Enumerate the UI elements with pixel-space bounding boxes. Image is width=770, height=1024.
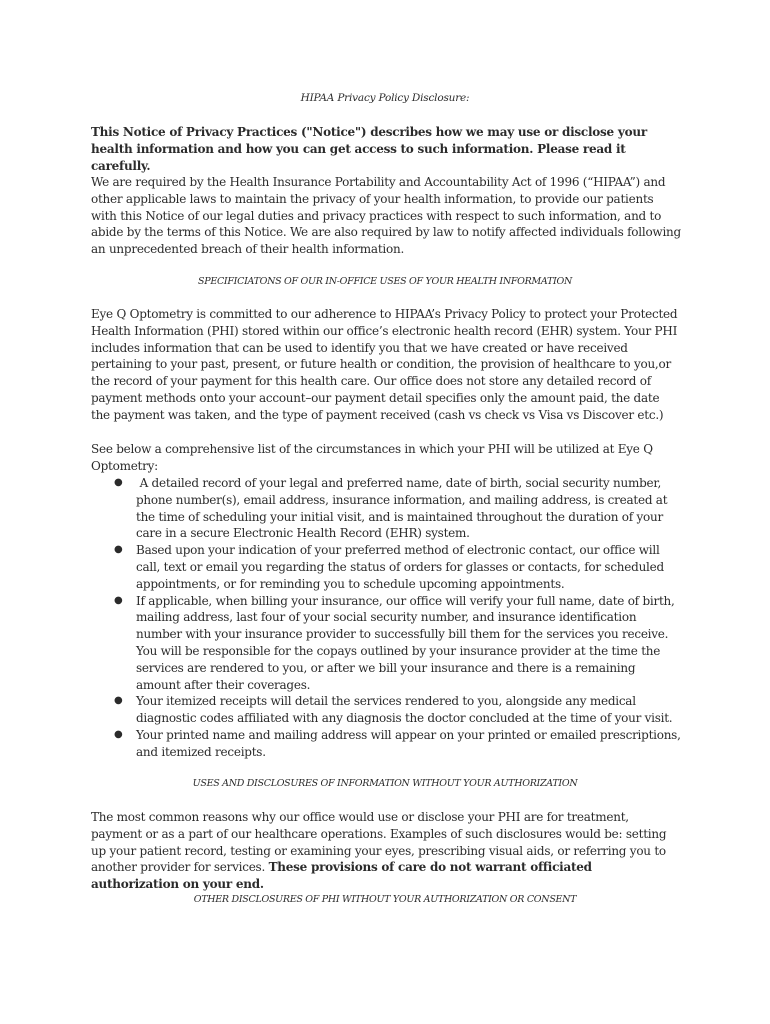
commitment-paragraph: Eye Q Optometry is committed to our adherence to HIPAA’s Privacy Policy to protect your Protected Health Information (PHI) stored within our office’s electronic health record (EHR) system. Your PHI includes information that can be used to identify you that we have created or have received pertaining to your past, present, or future health or condition, the provision of healthcare to you,or the record of your payment for this health care. Our office does not store any detailed record of payment methods onto your account–our payment detail specifies only the amount paid, the date the payment was taken, and the type of payment received (cash vs check vs Visa vs Discover etc.) <box>91 307 678 422</box>
list-item <box>114 475 681 542</box>
phi-usage-list <box>114 475 681 761</box>
common-reasons-bold-text: These provisions of care do not warrant officiated authorization on your end. <box>91 860 592 892</box>
bullet-icon: ● <box>114 544 123 556</box>
list-item-text: A detailed record of your legal and preferred name, date of birth, social security number, phone number(s), email address, insurance information, and mailing address, is created at the time of scheduling your initial visit, and is maintained throughout the duration of your care in a secure Electronic Health Record (EHR) system. <box>136 476 671 541</box>
intro-paragraph: This Notice of Privacy Practices ("Notice") describes how we may use or disclose your health information and how you can get access to such information. Please read it carefully. <box>91 125 647 173</box>
bullet-icon: ● <box>114 728 123 740</box>
common-reasons-paragraph <box>91 809 681 893</box>
hipaa-requirement-paragraph: We are required by the Health Insurance Portability and Accountability Act of 1996 (“HIPAA”) and other applicable laws to maintain the privacy of your health information, to provide our patients with this Notice of our legal duties and privacy practices with respect to such information, and to abide by the terms of this Notice. We are also required by law to notify affected individuals following an unprecedented breach of their health information. <box>91 175 681 257</box>
list-intro-paragraph: See below a comprehensive list of the circumstances in which your PHI will be utilized at Eye Q Optometry: <box>91 442 653 473</box>
list-item <box>114 727 681 761</box>
list-item-text: Your itemized receipts will detail the services rendered to you, alongside any medical diagnostic codes affiliated with any diagnosis the doctor concluded at the time of your visit. <box>136 694 673 726</box>
list-item <box>114 693 681 727</box>
section-heading-in-office-uses: SPECIFICIATONS OF OUR IN-OFFICE USES OF YOUR HEALTH INFORMATION <box>198 276 572 287</box>
list-item-text: Based upon your indication of your preferred method of electronic contact, our office will call, text or email you regarding the status of orders for glasses or contacts, for scheduled appointments, or for reminding you to schedule upcoming appointments. <box>136 543 664 591</box>
bullet-icon: ● <box>114 695 123 707</box>
section-heading-without-authorization: USES AND DISCLOSURES OF INFORMATION WITHOUT YOUR AUTHORIZATION <box>192 778 578 789</box>
list-item-text: Your printed name and mailing address will appear on your printed or emailed prescriptions, and itemized receipts. <box>136 727 681 759</box>
bullet-icon: ● <box>114 477 123 488</box>
list-item-text: If applicable, when billing your insurance, our office will verify your full name, date of birth, mailing address, last four of your social security number, and insurance identification number with your insurance provider to successfully bill them for the services you receive. You will be responsible for the copays outlined by your insurance provider at the time the services are rendered to you, or after we bill your insurance and there is a remaining amount after their coverages. <box>136 593 675 692</box>
section-heading-other-disclosures: OTHER DISCLOSURES OF PHI WITHOUT YOUR AUTHORIZATION OR CONSENT <box>193 894 577 905</box>
list-item <box>114 542 681 592</box>
common-reasons-text: The most common reasons why our office would use or disclose your PHI are for treatment, payment or as a part of our healthcare operations. Examples of such disclosures would be: setting up your patient record, testing or examining your eyes, prescribing visual aids, or referring you to another provider for services. <box>91 810 667 875</box>
document-title: HIPAA Privacy Policy Disclosure: <box>300 92 470 104</box>
bullet-icon: ● <box>114 594 123 606</box>
list-item <box>114 593 681 694</box>
